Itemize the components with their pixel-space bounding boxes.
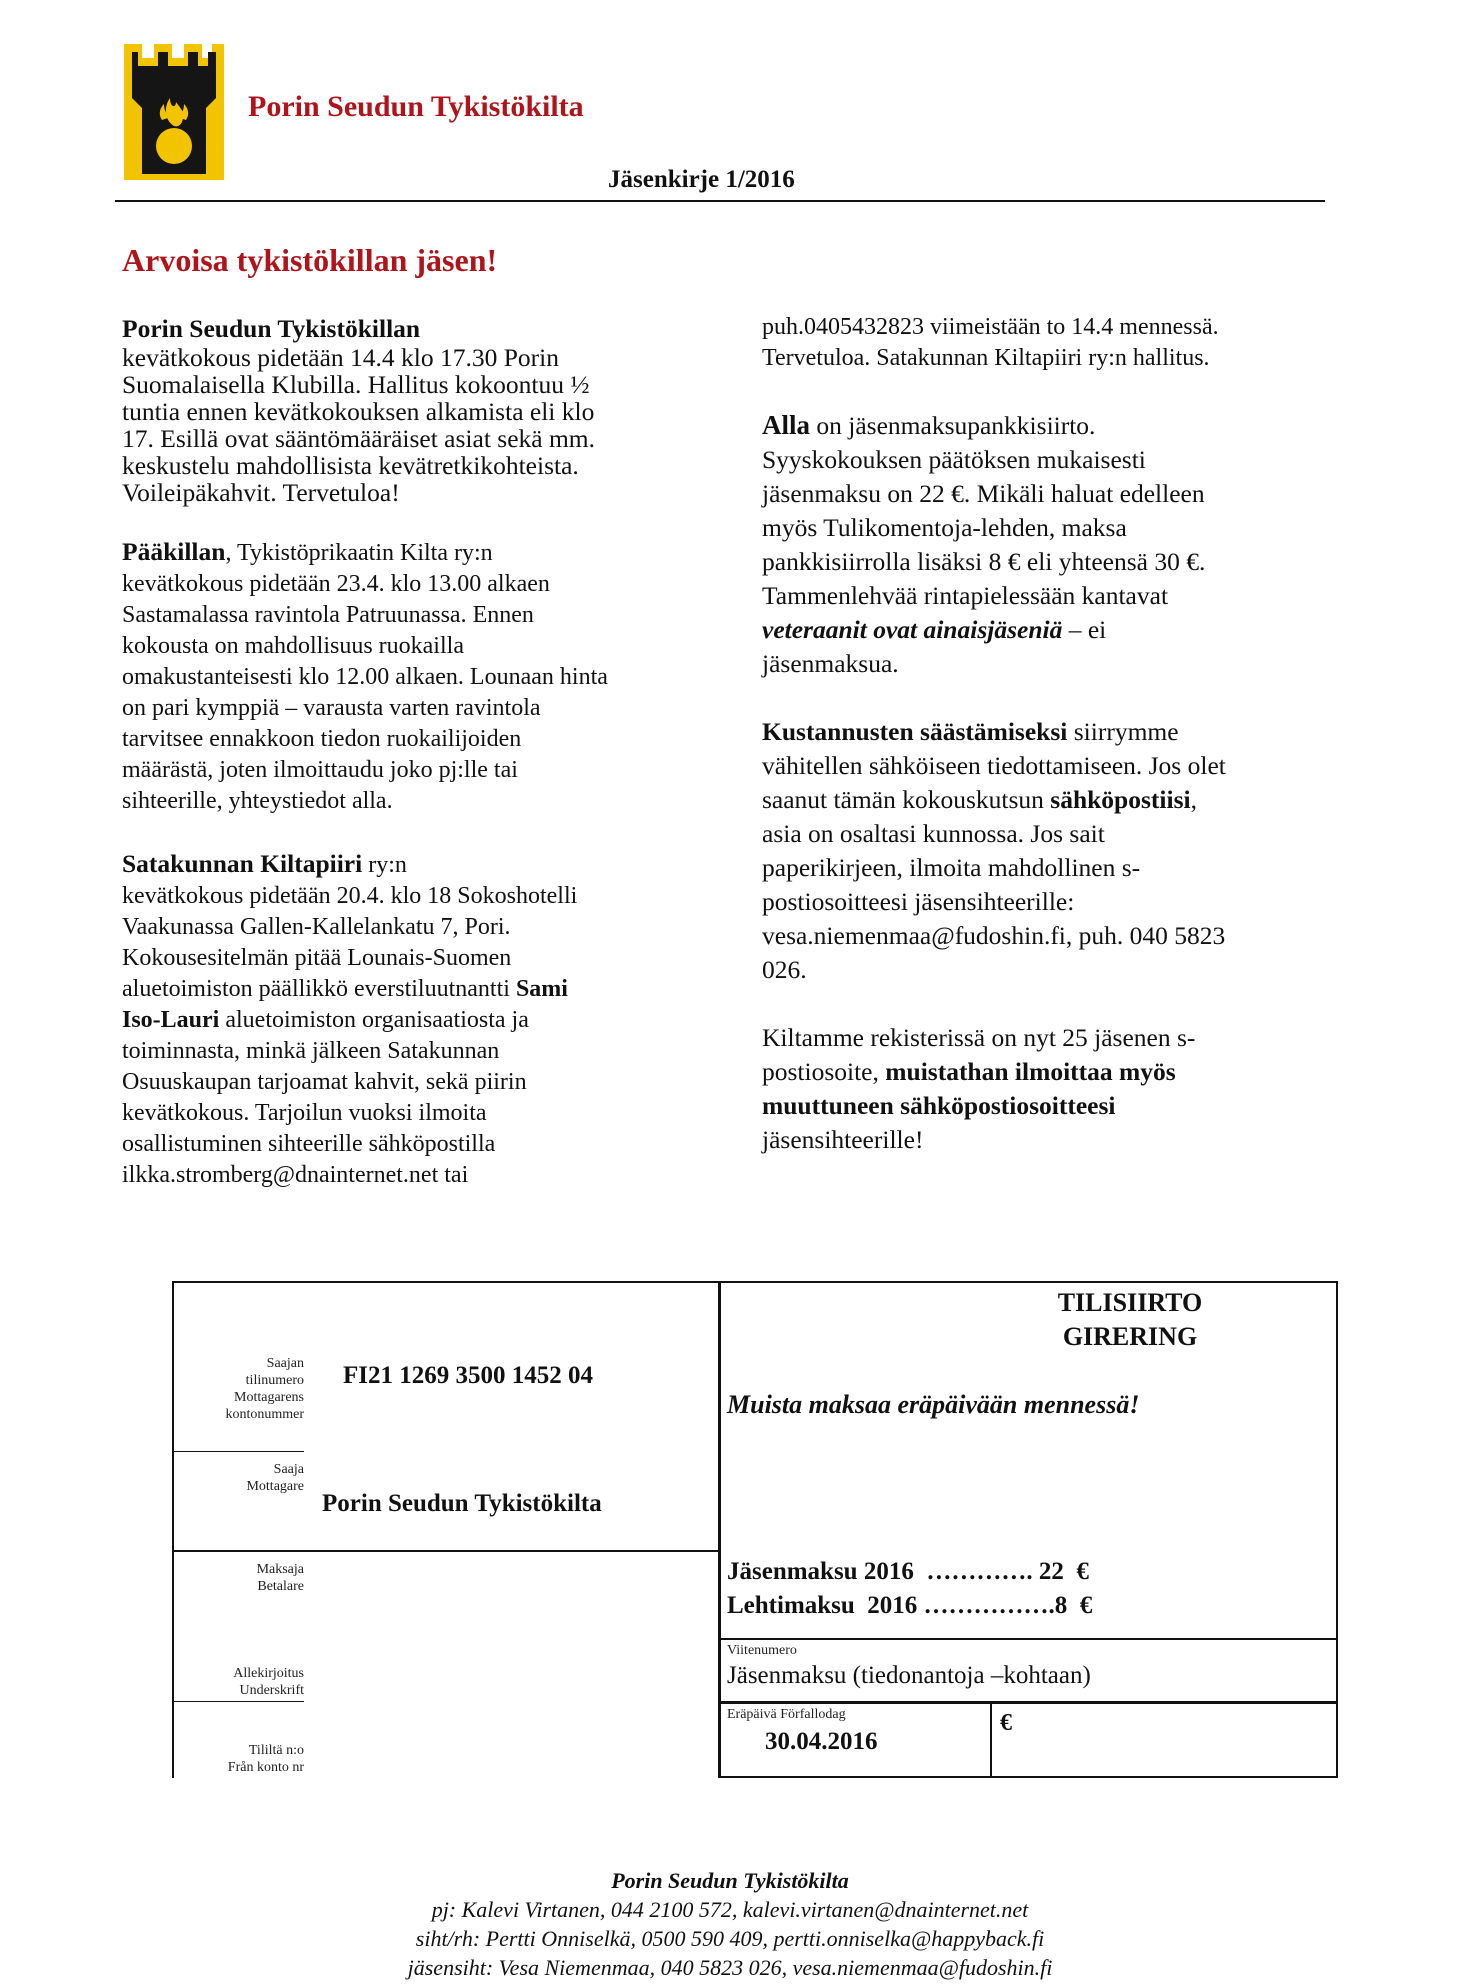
text-line: jäsenmaksua. bbox=[762, 649, 899, 678]
text-line: vesa.niemenmaa@fudoshin.fi, puh. 040 5823 bbox=[762, 921, 1226, 950]
slip-border bbox=[990, 1701, 992, 1778]
payee-name: Porin Seudun Tykistökilta bbox=[322, 1490, 602, 1517]
text-line: keskustelu mahdollisista kevätretkikohteista. bbox=[122, 451, 579, 480]
slip-border bbox=[718, 1638, 1338, 1640]
slip-border bbox=[718, 1550, 721, 1778]
text-line: Voileipäkahvit. Tervetuloa! bbox=[122, 478, 400, 507]
paragraph-head: Porin Seudun Tykistökillan bbox=[122, 314, 421, 343]
paragraph-head: Satakunnan Kiltapiiri ry:n bbox=[122, 849, 407, 878]
text-line: kevätkokous pidetään 14.4 klo 17.30 Porin bbox=[122, 343, 559, 372]
slip-border bbox=[718, 1776, 1338, 1778]
text-line: jäsensihteerille! bbox=[762, 1125, 924, 1154]
slip-border bbox=[172, 1281, 719, 1283]
text-line: tuntia ennen kevätkokouksen alkamista eli klo bbox=[122, 397, 595, 426]
text-line: on pari kymppiä – varausta varten ravintola bbox=[122, 695, 541, 721]
text-line: vähitellen sähköiseen tiedottamiseen. Jos olet bbox=[762, 751, 1226, 780]
signature-label: Allekirjoitus Underskrift bbox=[233, 1666, 304, 1698]
text-line: muuttuneen sähköpostiosoitteesi bbox=[762, 1091, 1116, 1120]
text-line: Kokousesitelmän pitää Lounais-Suomen bbox=[122, 945, 512, 971]
euro-amount-label: € bbox=[1000, 1710, 1012, 1736]
text-line: Tammenlehvää rintapielessään kantavat bbox=[762, 581, 1169, 610]
text-line: myös Tulikomentoja-lehden, maksa bbox=[762, 513, 1127, 542]
text-line: toiminnasta, minkä jälkeen Satakunnan bbox=[122, 1038, 500, 1064]
due-date-label: Eräpäivä Förfallodag bbox=[727, 1707, 846, 1722]
paragraph-body bbox=[122, 344, 682, 506]
text-line: Kiltamme rekisterissä on nyt 25 jäsenen s- bbox=[762, 1023, 1196, 1052]
paragraph-head: Kustannusten säästämiseksi siirrymme bbox=[762, 717, 1179, 746]
account-label: Saajan tilinumero Mottagarens kontonummer bbox=[225, 1356, 304, 1422]
guild-logo-icon bbox=[120, 42, 228, 182]
slip-border bbox=[718, 1701, 1338, 1704]
text-line: osallistuminen sihteerille sähköpostilla bbox=[122, 1131, 496, 1157]
text-line: kevätkokous. Tarjoilun vuoksi ilmoita bbox=[122, 1100, 487, 1126]
slip-title: TILISIIRTO GIRERING bbox=[1057, 1288, 1203, 1351]
text-line: aluetoimiston päällikkö everstiluutnantti Sami bbox=[122, 976, 568, 1002]
text-line: Syyskokouksen päätöksen mukaisesti bbox=[762, 445, 1146, 474]
text-line: jäsenmaksu on 22 €. Mikäli haluat edelleen bbox=[762, 479, 1205, 508]
reference-label: Viitenumero bbox=[727, 1643, 797, 1658]
text-line: veteraanit ovat ainaisjäseniä – ei bbox=[762, 615, 1107, 644]
from-account-label: Tililtä n:o Från konto nr bbox=[227, 1743, 304, 1775]
slip-divider bbox=[174, 1701, 304, 1702]
text-line: kevätkokous pidetään 20.4. klo 18 Sokoshotelli bbox=[122, 883, 578, 909]
due-reminder: Muista maksaa eräpäivään mennessä! bbox=[727, 1390, 1140, 1419]
slip-border bbox=[718, 1281, 1338, 1283]
text-line: postiosoitteesi jäsensihteerille: bbox=[762, 887, 1075, 916]
left-column bbox=[122, 313, 682, 1191]
text-line: 17. Esillä ovat sääntömääräiset asiat sekä mm. bbox=[122, 424, 596, 453]
paragraph-head: Alla on jäsenmaksupankkisiirto. bbox=[762, 410, 1096, 440]
footer-org: Porin Seudun Tykistökilta bbox=[611, 1868, 849, 1893]
slip-border bbox=[718, 1281, 721, 1552]
footer-contacts bbox=[180, 1866, 1280, 1982]
text-line: asia on osaltasi kunnossa. Jos sait bbox=[762, 819, 1105, 848]
issue-title: Jäsenkirje 1/2016 bbox=[608, 166, 795, 193]
text-line: kokousta on mahdollisuus ruokailla bbox=[122, 633, 464, 659]
footer-line: siht/rh: Pertti Onniselkä, 0500 590 409, pertti.onniselka@happyback.fi bbox=[415, 1926, 1045, 1951]
magazine-fee-line: Lehtimaksu 2016 …………….8 € bbox=[727, 1592, 1093, 1619]
text-line: kevätkokous pidetään 23.4. klo 13.00 alkaen bbox=[122, 571, 550, 597]
text-line: Osuuskaupan tarjoamat kahvit, sekä piirin bbox=[122, 1069, 527, 1095]
footer-line: jäsensiht: Vesa Niemenmaa, 040 5823 026, vesa.niemenmaa@fudoshin.fi bbox=[407, 1955, 1053, 1980]
membership-fee-line: Jäsenmaksu 2016 …………. 22 € bbox=[727, 1558, 1089, 1585]
right-column-continuation bbox=[762, 312, 1342, 374]
text-line: saanut tämän kokouskutsun sähköpostiisi, bbox=[762, 785, 1197, 814]
payee-label: Saaja Mottagare bbox=[246, 1462, 304, 1494]
payer-label: Maksaja Betalare bbox=[256, 1562, 304, 1594]
slip-border bbox=[172, 1550, 721, 1552]
slip-divider bbox=[174, 1451, 304, 1452]
text-line: paperikirjeen, ilmoita mahdollinen s- bbox=[762, 853, 1141, 882]
right-column bbox=[762, 408, 1342, 1157]
slip-border bbox=[172, 1281, 174, 1778]
text-line: tarvitsee ennakkoon tiedon ruokailijoiden bbox=[122, 726, 522, 752]
reference-value: Jäsenmaksu (tiedonantoja –kohtaan) bbox=[727, 1662, 1091, 1689]
due-date-value: 30.04.2016 bbox=[765, 1728, 878, 1755]
header-divider bbox=[115, 200, 1325, 202]
org-title: Porin Seudun Tykistökilta bbox=[248, 90, 584, 123]
text-line: Tervetuloa. Satakunnan Kiltapiiri ry:n hallitus. bbox=[762, 345, 1210, 371]
text-line: määrästä, joten ilmoittaudu joko pj:lle tai bbox=[122, 757, 518, 783]
text-line: Iso-Lauri aluetoimiston organisaatiosta ja bbox=[122, 1007, 529, 1033]
greeting-heading: Arvoisa tykistökillan jäsen! bbox=[122, 242, 498, 278]
text-line: puh.0405432823 viimeistään to 14.4 mennessä. bbox=[762, 314, 1219, 340]
text-line: 026. bbox=[762, 955, 807, 984]
text-line: Sastamalassa ravintola Patruunassa. Ennen bbox=[122, 602, 534, 628]
text-line: pankkisiirrolla lisäksi 8 € eli yhteensä 30 €. bbox=[762, 547, 1206, 576]
text-line: ilkka.stromberg@dnainternet.net tai bbox=[122, 1162, 469, 1188]
footer-line: pj: Kalevi Virtanen, 044 2100 572, kalevi.virtanen@dnainternet.net bbox=[431, 1897, 1029, 1922]
text-line: postiosoite, muistathan ilmoittaa myös bbox=[762, 1057, 1176, 1086]
text-line: sihteerille, yhteystiedot alla. bbox=[122, 788, 393, 814]
paragraph-head: Pääkillan, Tykistöprikaatin Kilta ry:n bbox=[122, 537, 493, 566]
text-line: omakustanteisesti klo 12.00 alkaen. Lounaan hinta bbox=[122, 664, 608, 690]
text-line: Suomalaisella Klubilla. Hallitus kokoontuu ½ bbox=[122, 370, 590, 399]
account-number: FI21 1269 3500 1452 04 bbox=[343, 1362, 593, 1389]
text-line: Vaakunassa Gallen-Kallelankatu 7, Pori. bbox=[122, 914, 511, 940]
